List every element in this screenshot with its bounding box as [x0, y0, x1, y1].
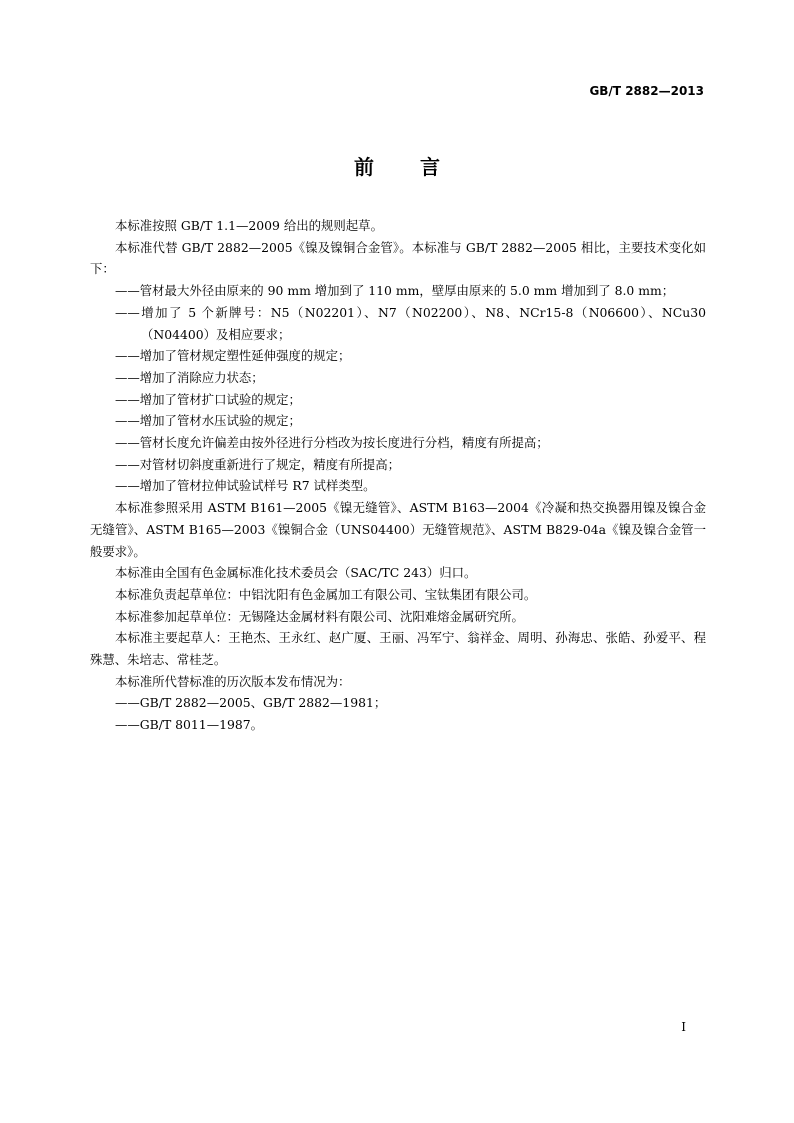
change-item: ——增加了管材水压试验的规定； [115, 413, 301, 429]
participating-drafters-paragraph: 本标准参加起草单位：无锡隆达金属材料有限公司、沈阳难熔金属研究所。 [115, 608, 524, 624]
previous-edition-item: ——GB/T 2882—2005、GB/T 2882—1981； [115, 695, 387, 711]
previous-edition-item: ——GB/T 8011—1987。 [115, 717, 264, 733]
replacement-paragraph: 本标准代替 GB/T 2882—2005《镍及镍铜合金管》。本标准与 GB/T 2882—2005 相比，主要技术变化如下： [90, 239, 706, 277]
drafting-rules-paragraph: 本标准按照 GB/T 1.1—2009 给出的规则起草。 [115, 218, 383, 233]
reference-standards-paragraph: 本标准参照采用 ASTM B161—2005《镍无缝管》、ASTM B163—2004《冷凝和热交换器用镍及镍合金无缝管》、ASTM B165—2003《镍铜合金（UNS04400）无缝管规范》、ASTM B829-04a《镍及镍合金管一般要求》。 [90, 500, 706, 559]
change-item: ——增加了管材拉伸试验试样号 R7 试样类型。 [115, 478, 376, 494]
change-item: ——管材长度允许偏差由按外径进行分档改为按长度进行分档，精度有所提高； [115, 435, 549, 451]
technical-committee-paragraph: 本标准由全国有色金属标准化技术委员会（SAC/TC 243）归口。 [115, 565, 477, 581]
previous-editions-paragraph: 本标准所代替标准的历次版本发布情况为： [115, 673, 351, 689]
responsible-drafters-paragraph: 本标准负责起草单位：中铝沈阳有色金属加工有限公司、宝钛集团有限公司。 [115, 586, 537, 602]
change-item: ——管材最大外径由原来的 90 mm 增加到了 110 mm，壁厚由原来的 5.0 mm 增加到了 8.0 mm； [115, 283, 675, 299]
main-drafters-paragraph: 本标准主要起草人：王艳杰、王永红、赵广厦、王丽、冯军宁、翁祥金、周明、孙海忠、张皓、孙爱平、程殊慧、朱培志、常桂芝。 [90, 630, 706, 668]
change-item: ——增加了 5 个新牌号：N5（N02201）、N7（N02200）、N8、NCr15-8（N06600）、NCu30（N04400）及相应要求； [115, 304, 706, 342]
change-item: ——对管材切斜度重新进行了规定，精度有所提高； [115, 456, 400, 472]
document-body [90, 215, 706, 736]
standard-number: GB/T 2882—2013 [589, 84, 704, 98]
change-item: ——增加了管材规定塑性延伸强度的规定； [115, 348, 351, 364]
page-title: 前言 [354, 155, 486, 179]
change-item: ——增加了管材扩口试验的规定； [115, 391, 301, 407]
page-number: I [681, 1020, 686, 1034]
change-item: ——增加了消除应力状态； [115, 369, 264, 385]
